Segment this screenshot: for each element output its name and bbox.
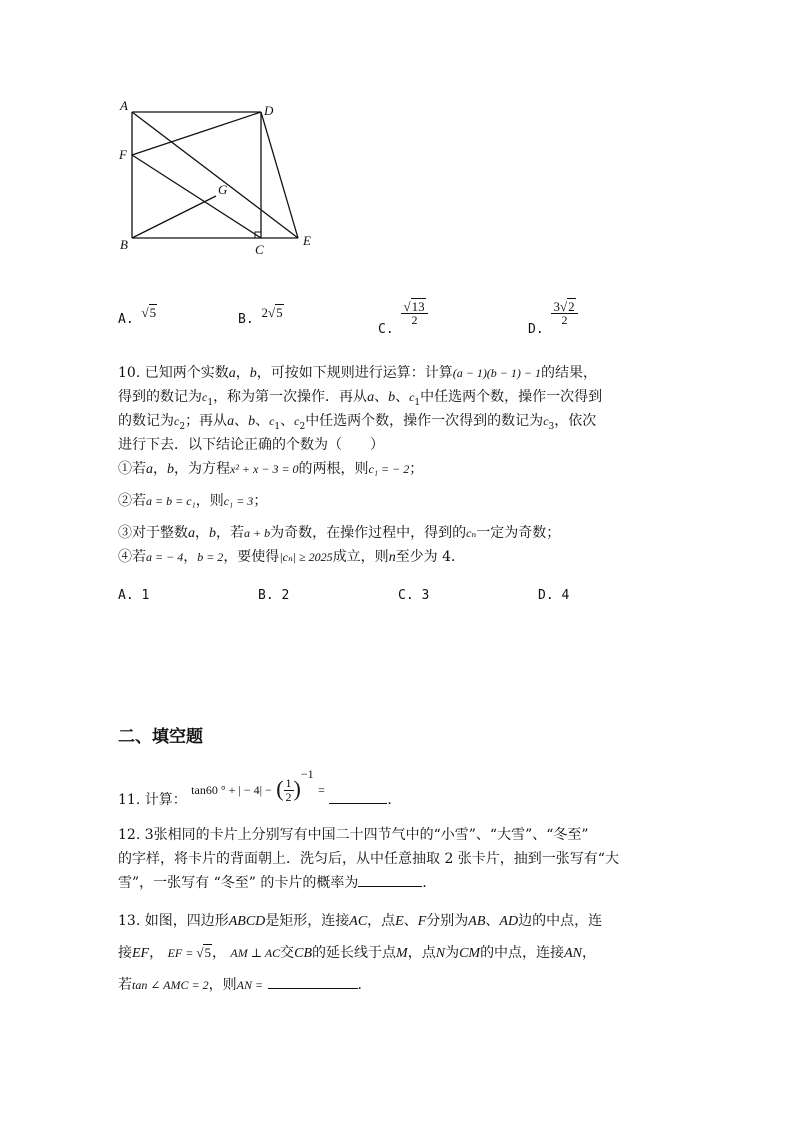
- q10-statement-3: ③对于整数a，b，若a + b为奇数，在操作过程中，得到的cₙ一定为奇数；: [118, 525, 561, 541]
- q13-line1: 13. 如图，四边形ABCD是矩形，连接AC，点E、F分别为AB、AD边的中点，连: [118, 913, 603, 929]
- section-title-fill-in: 二、填空题: [118, 727, 203, 747]
- q12-line1: 12. 3张相同的卡片上分别写有中国二十四节气中的“小雪”、“大雪”、“冬至”: [118, 827, 589, 843]
- segment-ae: [132, 112, 298, 238]
- q11: 11. 计算： tan60 ° + | − 4| − ( $\frac{1}{2}$ )$^{-1}$ = ．: [118, 767, 402, 808]
- segment-fc: [132, 155, 261, 238]
- q10-option-a: A. 1: [118, 588, 150, 603]
- geometry-figure: [110, 95, 330, 260]
- q10-option-c: C. 3: [398, 588, 430, 603]
- label-a: A: [120, 98, 128, 113]
- q10-option-d: D. 4: [538, 588, 570, 603]
- label-f: F: [119, 147, 127, 162]
- q10-line2: 得到的数记为$c_1$，称为第一次操作．再从a、b、$c_1$中任选两个数，操作一次得到: [118, 389, 603, 408]
- q13-line3: 若tan ∠ AMC = 2，则AN = ．: [118, 977, 372, 993]
- label-d: D: [264, 103, 274, 118]
- q10-statement-4: ④若a = − 4，b = 2，要使得|cₙ| ≥ 2025成立，则n至少为 4．: [118, 549, 466, 565]
- q9-option-d: D. $\frac{3√2}{2}$: [528, 300, 578, 327]
- label-b: B: [120, 237, 128, 252]
- label-c: C: [255, 242, 264, 257]
- q10-line3: 的数记为$c_2$；再从a、b、$c_1$、$c_2$中任选两个数，操作一次得到的数记为$c_3$，依次: [118, 413, 597, 432]
- label-e: E: [303, 233, 311, 248]
- label-g: G: [218, 182, 228, 197]
- q10-statement-2: ②若a = b = c₁，则c₁ = 3；: [118, 493, 268, 509]
- q10-statement-1: ①若a，b，为方程x² + x − 3 = 0的两根，则c₁ = − 2；: [118, 461, 424, 477]
- q10-line4: 进行下去．以下结论正确的个数为（ ）: [118, 437, 384, 453]
- q9-option-c: C. $\frac{√13}{2}$: [378, 300, 428, 327]
- q10-line1: 10. 已知两个实数a，b，可按如下规则进行运算：计算(a − 1)(b − 1) − 1的结果，: [118, 365, 597, 381]
- q9-option-b: B. 2√5: [238, 305, 283, 327]
- q9-option-a: A. √5: [118, 305, 157, 327]
- segment-bg: [132, 196, 216, 238]
- segment-de: [261, 112, 298, 238]
- q13-line2: 接EF， EF = √5， AM ⊥ AC交CB的延长线于点M，点N为CM的中点，连接AN，: [118, 945, 596, 961]
- q10-option-b: B. 2: [258, 588, 290, 603]
- q12-line2: 的字样，将卡片的背面朝上．洗匀后，从中任意抽取 2 张卡片，抽到一张写有“大: [118, 851, 619, 867]
- q12-line3: 雪”，一张写有 “冬至” 的卡片的概率为 ．: [118, 875, 437, 891]
- segment-fd: [132, 112, 261, 155]
